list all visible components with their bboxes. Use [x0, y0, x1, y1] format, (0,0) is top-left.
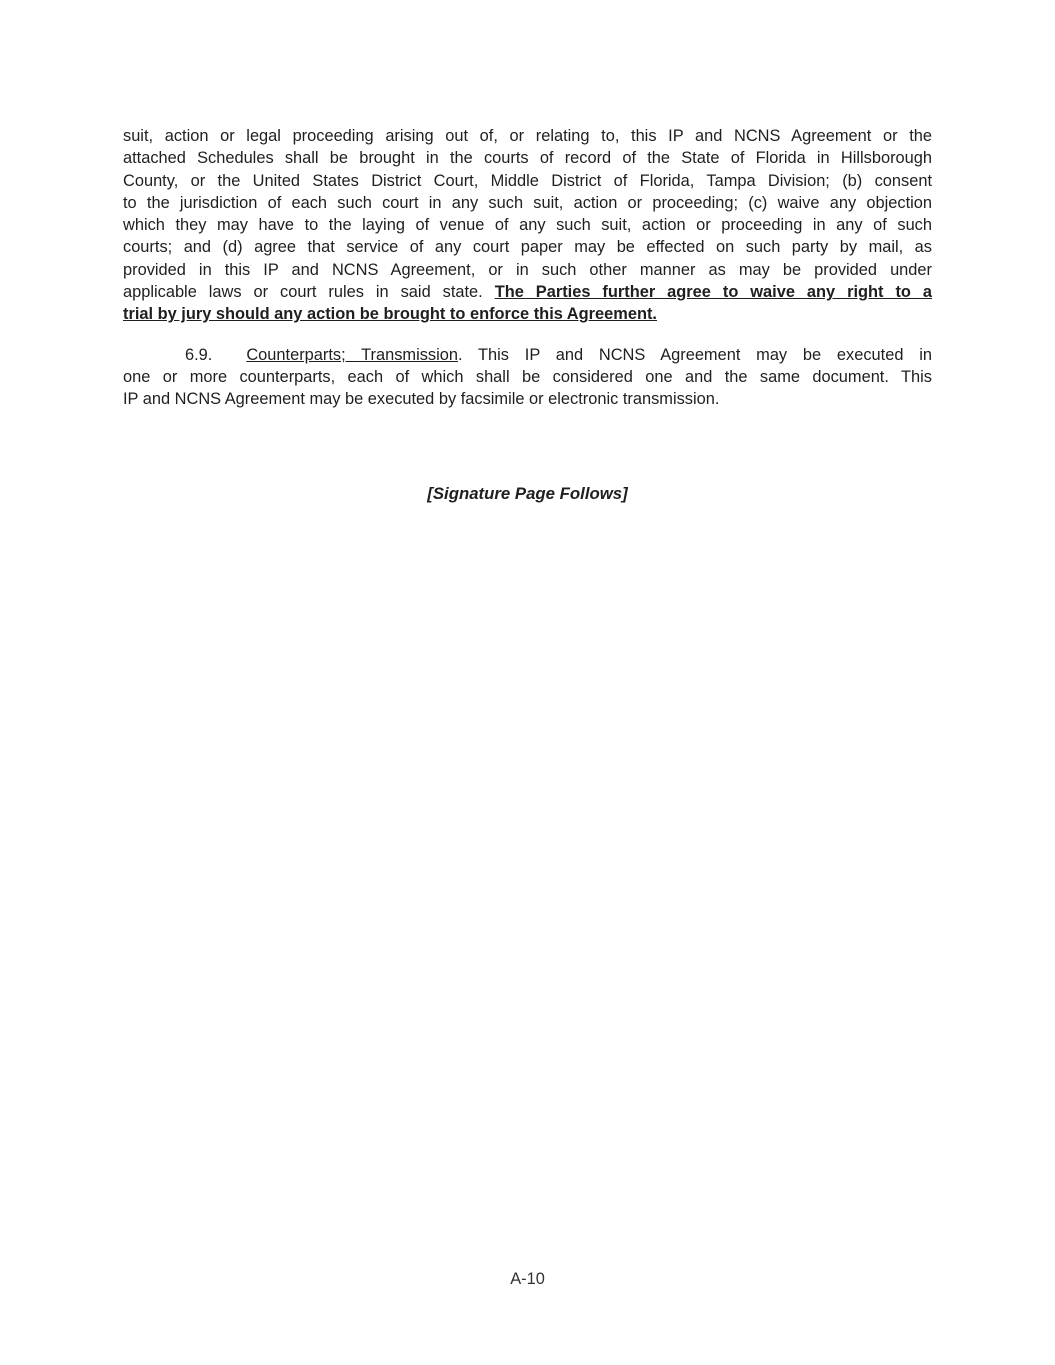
text-line — [123, 344, 932, 366]
paragraph-jurisdiction — [123, 125, 932, 326]
text-line: IP and NCNS Agreement may be executed by facsimile or electronic transmission. — [123, 390, 720, 409]
body-text — [123, 125, 932, 505]
text-line: provided in this IP and NCNS Agreement, or in such other manner as may be provided under — [123, 260, 932, 279]
text-line: suit, action or legal proceeding arising out of, or relating to, this IP and NCNS Agreement or the — [123, 127, 932, 145]
signature-page-note: [Signature Page Follows] — [427, 483, 628, 503]
text-line: one or more counterparts, each of which shall be considered one and the same document. This — [123, 367, 932, 386]
section-body-start: . This IP and NCNS Agreement may be executed in — [457, 345, 932, 364]
text-line: courts; and (d) agree that service of any court paper may be effected on such party by mail, as — [123, 238, 932, 257]
jury-trial-waiver-end: trial by jury should any action be brought to enforce this Agreement. — [123, 305, 657, 324]
page-number: A-10 — [510, 1270, 545, 1288]
text-line: County, or the United States District Court, Middle District of Florida, Tampa Division; (b) consent — [123, 171, 932, 190]
text-line: attached Schedules shall be brought in the courts of record of the State of Florida in Hillsborough — [123, 149, 932, 168]
text-line: which they may have to the laying of venue of any such suit, action or proceeding in any of such — [123, 216, 932, 235]
section-number: 6.9. — [185, 345, 213, 364]
text-line — [123, 303, 932, 325]
text-line — [123, 281, 932, 303]
jury-trial-waiver-start: The Parties further agree to waive any right to a — [494, 283, 932, 302]
text-line: to the jurisdiction of each such court in any such suit, action or proceeding; (c) waive any objection — [123, 193, 932, 212]
text-line-normal-part: applicable laws or court rules in said state. — [123, 283, 495, 302]
paragraph-counterparts — [123, 344, 932, 411]
section-heading: Counterparts; Transmission — [246, 345, 458, 364]
